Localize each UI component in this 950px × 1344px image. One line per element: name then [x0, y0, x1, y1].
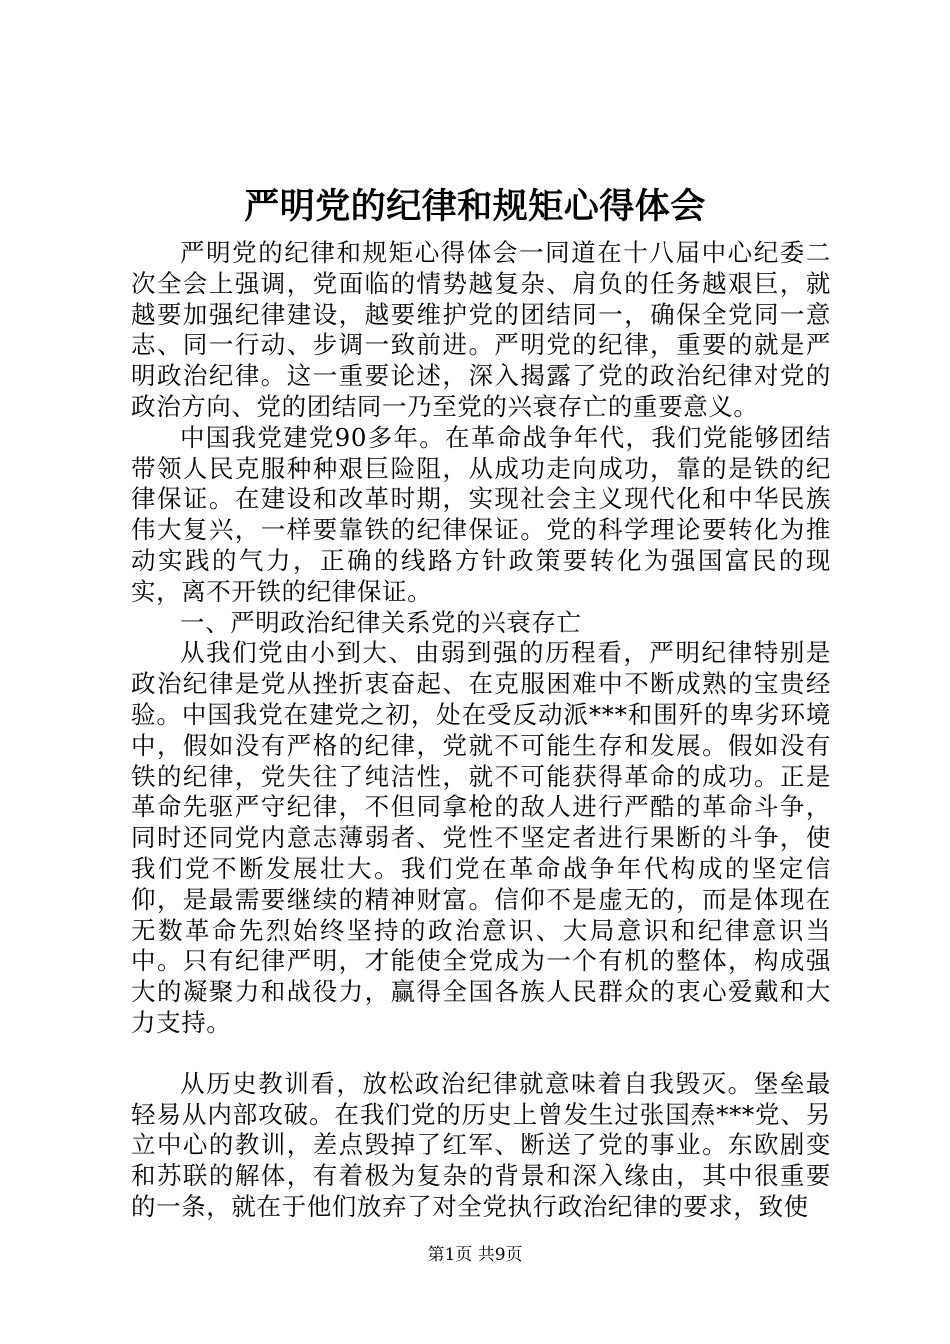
document-title: 严明党的纪律和规矩心得体会 [244, 186, 706, 227]
paragraph-lessons: 从历史教训看，放松政治纪律就意味着自我毁灭。堡垒最轻易从内部攻破。在我们党的历史上曾发生过张国焘***党、另立中心的教训，差点毁掉了红军、断送了党的事业。东欧剧变和苏联的解体，有着极为复杂的背景和深入缘由，其中很重要的一条，就在于他们放弃了对全党执行政治纪律的要求，致使 [131, 1068, 831, 1221]
page-footer: 第1页 共9页 [427, 1245, 523, 1265]
paragraph-intro: 严明党的纪律和规矩心得体会一同道在十八届中心纪委二次全会上强调，党面临的情势越复杂、肩负的任务越艰巨，就越要加强纪律建设，越要维护党的团结同一，确保全党同一意志、同一行动、步调一致前进。严明党的纪律，重要的就是严明政治纪律。这一重要论述，深入揭露了党的政治纪律对党的政治方向、党的团结同一乃至党的兴衰存亡的重要意义。 [131, 238, 831, 421]
section-heading-1: 一、严明政治纪律关系党的兴衰存亡 [180, 607, 582, 637]
paragraph-experience: 从我们党由小到大、由弱到强的历程看，严明纪律特别是政治纪律是党从挫折衷奋起、在克服困难中不断成熟的宝贵经验。中国我党在建党之初，处在受反动派***和围歼的卑劣环境中，假如没有严格的纪律，党就不可能生存和发展。假如没有铁的纪律，党失往了纯洁性，就不可能获得革命的成功。正是革命先驱严守纪律，不但同拿枪的敌人进行严酷的革命斗争，同时还同党内意志薄弱者、党性不坚定者进行果断的斗争，使我们党不断发展壮大。我们党在革命战争年代构成的坚定信仰，是最需要继续的精神财富。信仰不是虚无的，而是体现在无数革命先烈始终坚持的政治意识、大局意识和纪律意识当中。只有纪律严明，才能使全党成为一个有机的整体，构成强大的凝聚力和战役力，赢得全国各族人民群众的衷心爱戴和大力支持。 [131, 638, 831, 1037]
document-body [131, 238, 831, 1223]
paragraph-history: 中国我党建党90多年。在革命战争年代，我们党能够团结带领人民克服种种艰巨险阻，从成功走向成功，靠的是铁的纪律保证。在建设和改革时期，实现社会主义现代化和中华民族伟大复兴，一样要靠铁的纪律保证。党的科学理论要转化为推动实践的气力，正确的线路方针政策要转化为强国富民的现实，离不开铁的纪律保证。 [131, 422, 831, 606]
